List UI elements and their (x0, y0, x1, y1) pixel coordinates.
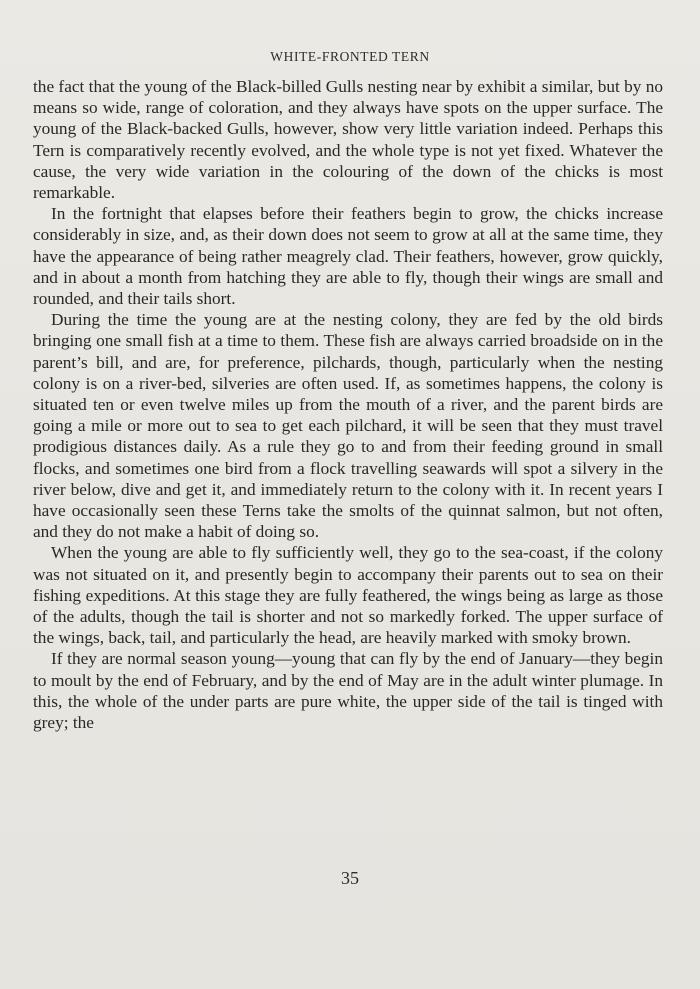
page-number: 35 (341, 868, 359, 888)
paragraph-5: If they are normal season young—young that can fly by the end of January—they begin to moult by the end of February, and by the end of May are in the adult winter plumage. In this, the whole of the under parts are pure white, the upper side of the tail is tinged with grey; the (33, 649, 663, 733)
running-head: WHITE-FRONTED TERN (270, 49, 430, 64)
paragraph-1: the fact that the young of the Black-billed Gulls nesting near by exhibit a similar, but by no means so wide, range of coloration, and they always have spots on the upper surface. The young of the Black-backed Gulls, however, show very little variation indeed. Perhaps this Tern is comparatively recently evolved, and the whole type is not yet fixed. Whatever the cause, the very wide variation in the colouring of the down of the chicks is most remarkable. (33, 77, 663, 203)
paragraph-2: In the fortnight that elapses before their feathers begin to grow, the chicks increase considerably in size, and, as their down does not seem to grow at all at the same time, they have the appearance of being rather meagrely clad. Their feathers, however, grow quickly, and in about a month from hatching they are able to fly, though their wings are small and rounded, and their tails short. (33, 204, 663, 309)
body-text (33, 76, 663, 733)
paragraph-3: During the time the young are at the nesting colony, they are fed by the old birds bringing one small fish at a time to them. These fish are always carried broadside on in the parent’s bill, and are, for preference, pilchards, though, particularly when the nesting colony is on a river-bed, silveries are often used. If, as sometimes happens, the colony is situated ten or even twelve miles up from the mouth of a river, and the parent birds are going a mile or more out to sea to get each pilchard, it will be seen that they must travel prodigious distances daily. As a rule they go to and from their feeding ground in small flocks, and sometimes one bird from a flock travelling seawards will spot a silvery in the river below, dive and get it, and immediately return to the colony with it. In recent years I have occasionally seen these Terns take the smolts of the quinnat salmon, but not often, and they do not make a habit of doing so. (33, 310, 663, 542)
paragraph-4: When the young are able to fly sufficiently well, they go to the sea-coast, if the colony was not situated on it, and presently begin to accompany their parents out to sea on their fishing expeditions. At this stage they are fully feathered, the wings being as large as those of the adults, though the tail is shorter and not so markedly forked. The upper surface of the wings, back, tail, and particularly the head, are heavily marked with smoky brown. (33, 543, 663, 648)
